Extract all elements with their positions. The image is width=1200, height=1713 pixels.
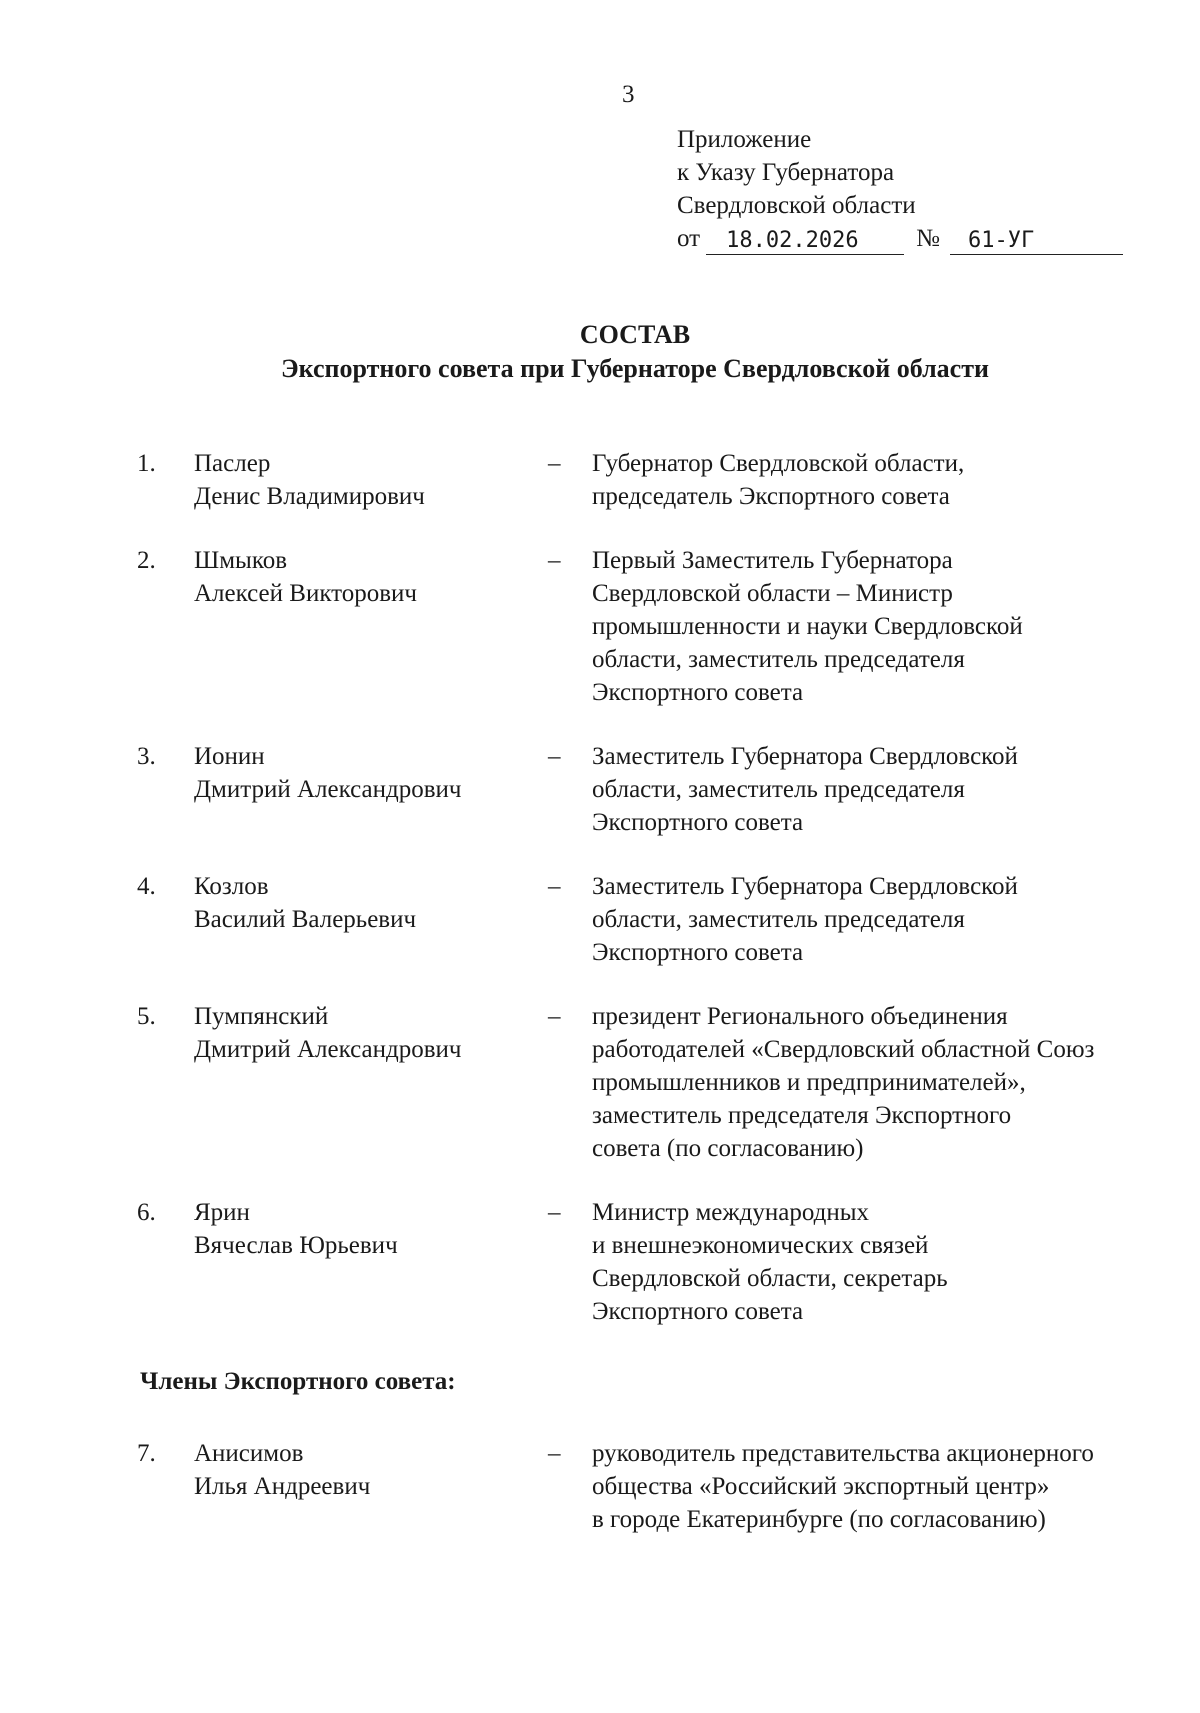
role-line: промышленности и науки Свердловской — [592, 613, 1023, 640]
member-role — [592, 740, 1018, 839]
role-line: Первый Заместитель Губернатора — [592, 547, 953, 574]
role-line: Министр международных — [592, 1199, 870, 1226]
member-name — [194, 1000, 462, 1066]
appendix-line: Свердловской области — [677, 192, 916, 219]
item-number: 3. — [137, 743, 156, 770]
role-line: Заместитель Губернатора Свердловской — [592, 743, 1018, 770]
role-line: совета (по согласованию) — [592, 1135, 864, 1162]
role-line: промышленников и предпринимателей», — [592, 1069, 1026, 1096]
dash-separator: – — [548, 743, 561, 770]
role-line: Экспортного совета — [592, 679, 804, 706]
date-prefix: от — [677, 225, 701, 252]
role-line: заместитель председателя Экспортного — [592, 1102, 1012, 1129]
decree-date: 18.02.2026 — [706, 228, 904, 255]
document-title — [0, 318, 1200, 386]
appendix-line: Приложение — [677, 126, 812, 153]
decree-number: 61-УГ — [950, 228, 1123, 255]
member-role — [592, 870, 1018, 969]
page-number: 3 — [622, 81, 635, 108]
number-sign: № — [916, 225, 940, 252]
role-line: Свердловской области – Министр — [592, 580, 953, 607]
surname: Паслер — [194, 450, 271, 477]
given-names: Дмитрий Александрович — [194, 776, 462, 803]
item-number: 4. — [137, 873, 156, 900]
role-line: работодателей «Свердловский областной Союз — [592, 1036, 1095, 1063]
members-section-heading: Члены Экспортного совета: — [140, 1368, 456, 1395]
role-line: в городе Екатеринбурге (по согласованию) — [592, 1506, 1046, 1533]
role-line: области, заместитель председателя — [592, 906, 965, 933]
member-name — [194, 1196, 398, 1262]
role-line: президент Регионального объединения — [592, 1003, 1008, 1030]
role-line: области, заместитель председателя — [592, 646, 965, 673]
item-number: 7. — [137, 1440, 156, 1467]
role-line: Экспортного совета — [592, 809, 804, 836]
role-line: Свердловской области, секретарь — [592, 1265, 948, 1292]
title-subtitle: Экспортного совета при Губернаторе Свердловской области — [281, 354, 989, 383]
member-role — [592, 447, 964, 513]
member-name — [194, 447, 425, 513]
dash-separator: – — [548, 1440, 561, 1467]
given-names: Вячеслав Юрьевич — [194, 1232, 398, 1259]
title-main: СОСТАВ — [579, 320, 691, 349]
member-name — [194, 1437, 370, 1503]
surname: Пумпянский — [194, 1003, 329, 1030]
item-number: 6. — [137, 1199, 156, 1226]
member-name — [194, 740, 462, 806]
surname: Козлов — [194, 873, 269, 900]
appendix-line: к Указу Губернатора — [677, 159, 895, 186]
role-line: Заместитель Губернатора Свердловской — [592, 873, 1018, 900]
member-role — [592, 544, 1023, 709]
member-role — [592, 1000, 1094, 1165]
role-line: руководитель представительства акционерного — [592, 1440, 1094, 1467]
role-line: области, заместитель председателя — [592, 776, 965, 803]
surname: Ярин — [194, 1199, 250, 1226]
appendix-header — [677, 123, 1123, 255]
member-name — [194, 544, 417, 610]
role-line: Экспортного совета — [592, 939, 804, 966]
role-line: Экспортного совета — [592, 1298, 804, 1325]
surname: Ионин — [194, 743, 265, 770]
role-line: Губернатор Свердловской области, — [592, 450, 965, 477]
decree-date-number-line — [677, 222, 1123, 255]
item-number: 1. — [137, 450, 156, 477]
member-name — [194, 870, 416, 936]
dash-separator: – — [548, 547, 561, 574]
dash-separator: – — [548, 1199, 561, 1226]
given-names: Денис Владимирович — [194, 483, 425, 510]
given-names: Дмитрий Александрович — [194, 1036, 462, 1063]
given-names: Илья Андреевич — [194, 1473, 371, 1500]
given-names: Алексей Викторович — [194, 580, 417, 607]
surname: Шмыков — [194, 547, 288, 574]
role-line: председатель Экспортного совета — [592, 483, 950, 510]
dash-separator: – — [548, 1003, 561, 1030]
role-line: общества «Российский экспортный центр» — [592, 1473, 1050, 1500]
dash-separator: – — [548, 450, 561, 477]
member-role — [592, 1437, 1094, 1536]
dash-separator: – — [548, 873, 561, 900]
surname: Анисимов — [194, 1440, 304, 1467]
given-names: Василий Валерьевич — [194, 906, 417, 933]
item-number: 5. — [137, 1003, 156, 1030]
item-number: 2. — [137, 547, 156, 574]
role-line: и внешнеэкономических связей — [592, 1232, 929, 1259]
member-role — [592, 1196, 948, 1328]
